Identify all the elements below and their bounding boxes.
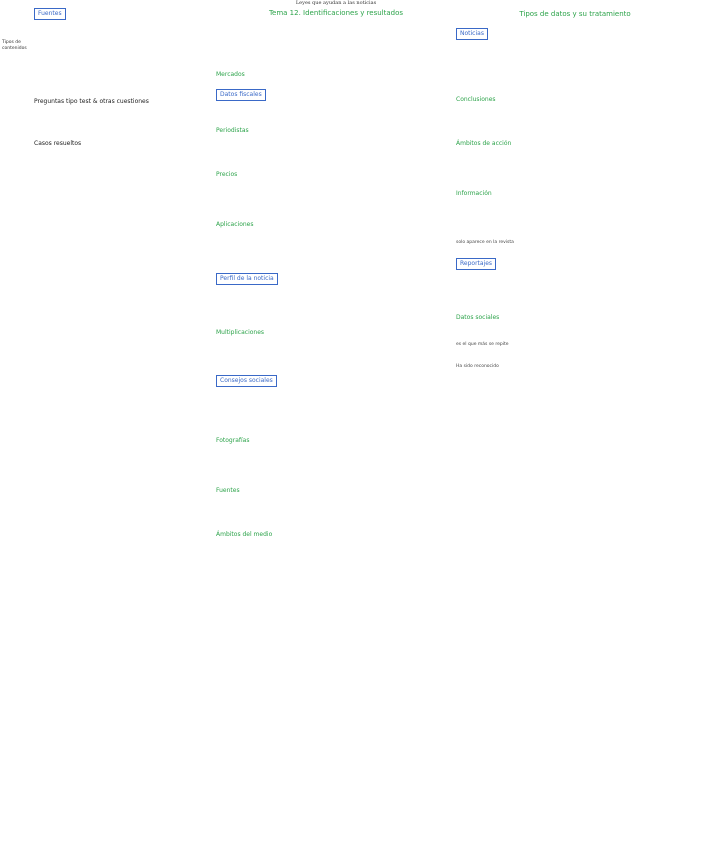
green-heading: Precios <box>216 171 238 178</box>
section-title: Consejos sociales <box>216 375 277 387</box>
paragraph-block <box>456 228 694 246</box>
page-title: Tema 12. Identificaciones y resultados <box>268 9 404 17</box>
section-title: Noticias <box>456 28 488 40</box>
column-middle <box>216 0 456 557</box>
paragraph-block <box>216 289 456 325</box>
paragraph-block <box>456 274 694 310</box>
green-heading: Información <box>456 190 492 197</box>
paragraph-block <box>216 447 456 483</box>
paragraph-block <box>456 44 694 92</box>
paragraph-block <box>216 19 456 67</box>
paragraph-block <box>216 137 456 167</box>
green-heading: Fuentes <box>216 487 240 494</box>
paragraph-block <box>34 24 216 60</box>
subsection-title: Preguntas tipo test & otras cuestiones <box>34 98 149 105</box>
paragraph-block <box>216 181 456 217</box>
paragraph-block <box>216 541 456 553</box>
red-note: es el que más se repite <box>456 342 509 347</box>
section-title-fuentes: Fuentes <box>34 8 66 20</box>
column-right <box>456 0 694 374</box>
paragraph-block <box>216 339 456 363</box>
green-heading: Multiplicaciones <box>216 329 265 336</box>
paragraph-block <box>456 150 694 186</box>
green-heading: Conclusiones <box>456 96 496 103</box>
green-heading: Datos sociales <box>456 314 500 321</box>
top-caption: Leyes que ayudan a las noticias <box>295 0 377 6</box>
section-title: Datos fiscales <box>216 89 266 101</box>
paragraph-block <box>456 106 694 136</box>
paragraph-block <box>34 64 216 94</box>
green-heading: Aplicaciones <box>216 221 254 228</box>
green-heading: Ámbitos de acción <box>456 140 512 147</box>
paragraph-block <box>216 231 456 261</box>
green-heading: Ámbitos del medio <box>216 531 273 538</box>
paragraph-block <box>456 324 694 348</box>
column-title: Tipos de datos y su tratamiento <box>519 10 631 18</box>
paragraph-block <box>216 105 456 123</box>
paragraph-block <box>216 391 456 433</box>
list-block <box>34 148 216 173</box>
green-heading: Periodistas <box>216 127 249 134</box>
green-heading: Fotografías <box>216 437 250 444</box>
red-note: solo aparece en la revista <box>456 240 514 245</box>
margin-note: Tipos de contenidos <box>2 40 27 51</box>
column-left <box>8 0 216 173</box>
section-title: Reportajes <box>456 258 496 270</box>
list-block <box>34 106 216 136</box>
red-note: Ha sido reconocido <box>456 364 499 369</box>
green-heading: Mercados <box>216 71 245 78</box>
paragraph-block <box>456 200 694 224</box>
section-title: Perfil de la noticia <box>216 273 278 285</box>
paragraph-block <box>216 497 456 527</box>
paragraph-block <box>456 352 694 370</box>
subsection-title: Casos resueltos <box>34 140 82 147</box>
